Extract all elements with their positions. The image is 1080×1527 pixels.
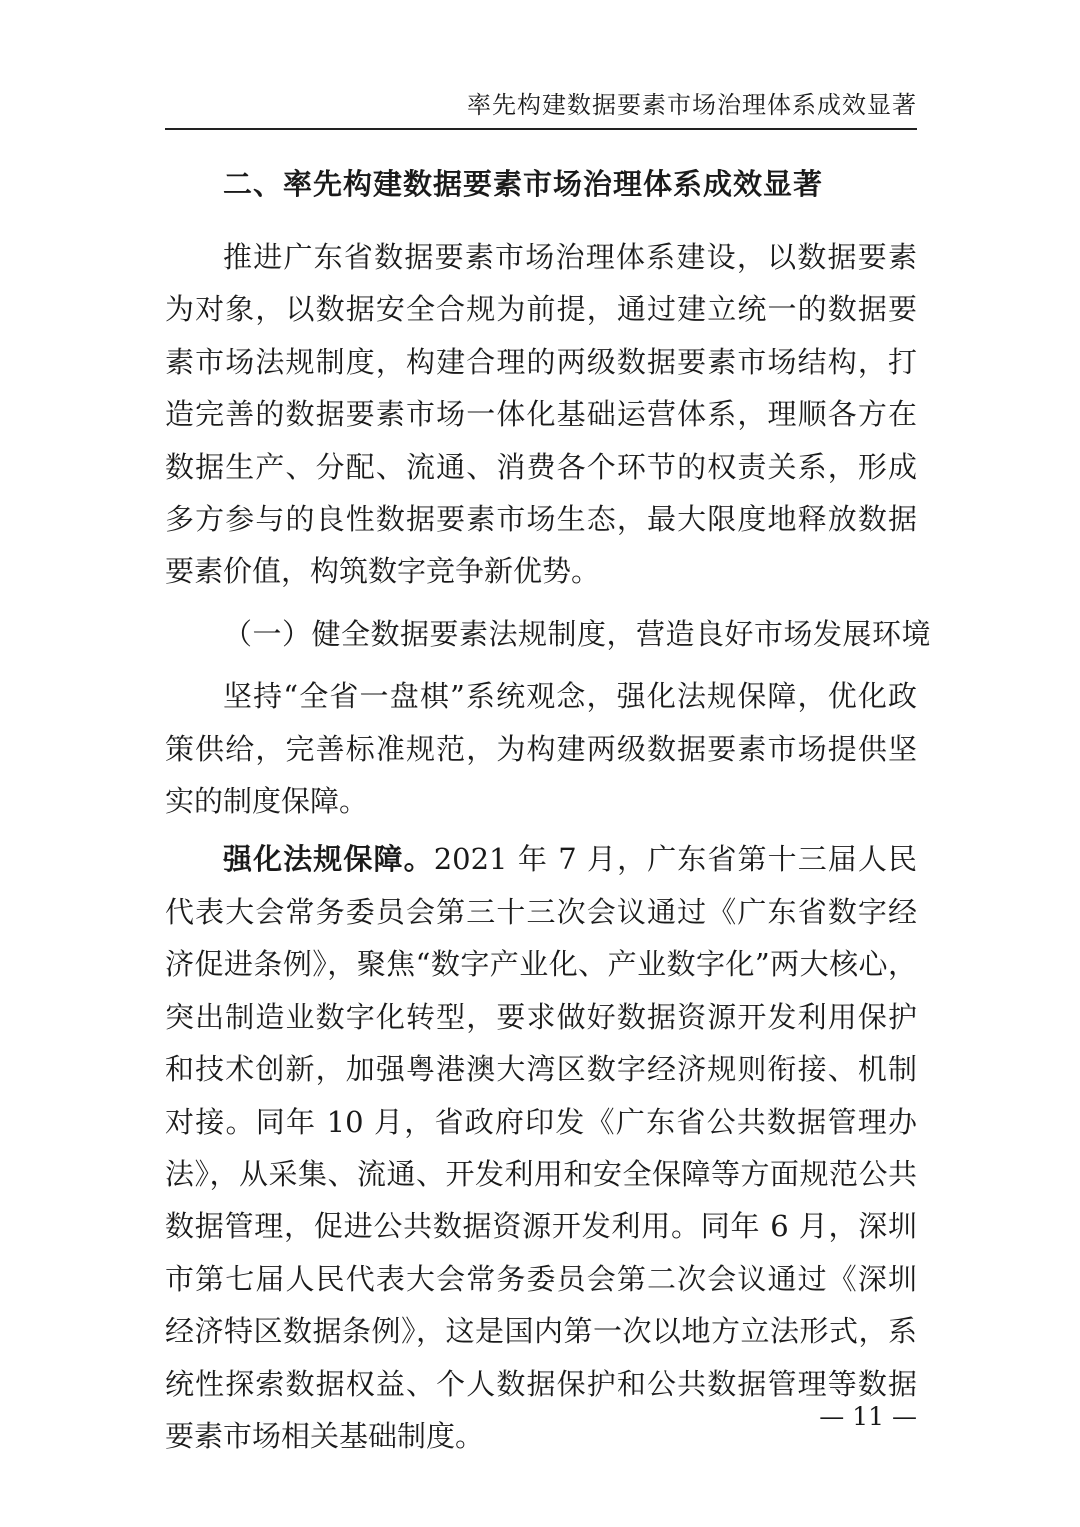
law-paragraph bbox=[165, 833, 917, 1462]
page-content bbox=[165, 155, 932, 1462]
subsection-heading: （一）健全数据要素法规制度，营造良好市场发展环境 bbox=[223, 616, 932, 651]
section-intro-paragraph: 推进广东省数据要素市场治理体系建设，以数据要素为对象，以数据安全合规为前提，通过建立统一的数据要素市场法规制度，构建合理的两级数据要素市场结构，打造完善的数据要素市场一体化基础运营体系，理顺各方在数据生产、分配、流通、消费各个环节的权责关系，形成多方参与的良性数据要素市场生态，最大限度地释放数据要素价值，构筑数字竞争新优势。 bbox=[165, 240, 917, 589]
subsection-intro-paragraph: 坚持“全省一盘棋”系统观念，强化法规保障，优化政策供给，完善标准规范，为构建两级数据要素市场提供坚实的制度保障。 bbox=[165, 679, 917, 819]
law-paragraph-body: 2021 年 7 月，广东省第十三届人民代表大会常务委员会第三十三次会议通过《广东省数字经济促进条例》，聚焦“数字产业化、产业数字化”两大核心，突出制造业数字化转型，要求做好数据资源开发利用保护和技术创新，加强粤港澳大湾区数字经济规则衔接、机制对接。同年 10 月，省政府印发《广东省公共数据管理办法》，从采集、流通、开发利用和安全保障等方面规范公共数据管理，促进公共数据资源开发利用。同年 6 月，深圳市第七届人民代表大会常务委员会第二次会议通过《深圳经济特区数据条例》，这是国内第一次以地方立法形式，系统性探索数据权益、个人数据保护和公共数据管理等数据要素市场相关基础制度。 bbox=[165, 842, 917, 1453]
page-number: — 11 — bbox=[819, 1402, 917, 1431]
section-heading: 二、率先构建数据要素市场治理体系成效显著 bbox=[223, 167, 824, 201]
header-rule bbox=[165, 128, 917, 130]
law-paragraph-lead: 强化法规保障。 bbox=[223, 842, 434, 877]
running-header: 率先构建数据要素市场治理体系成效显著 bbox=[467, 91, 917, 119]
